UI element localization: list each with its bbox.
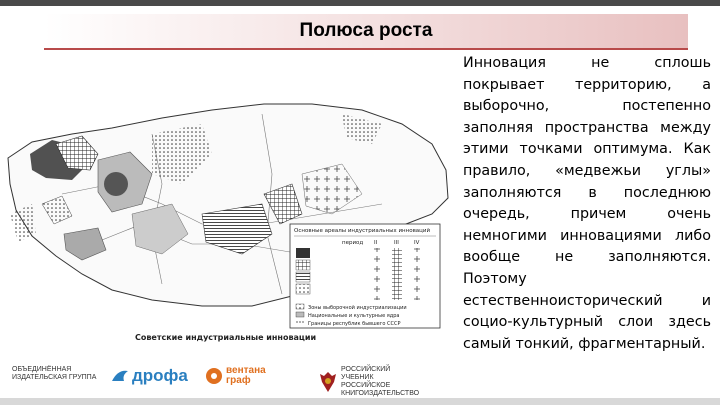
legend-line: Границы республик бывшего СССР — [308, 321, 401, 327]
title-banner — [44, 14, 688, 50]
bottom-bar — [0, 398, 720, 405]
logo-line: КНИГОИЗДАТЕЛЬСТВО — [341, 390, 420, 397]
logo-line: РОССИЙСКИЙ — [341, 366, 391, 373]
legend-line: Зоны выборочной индустриализации — [308, 305, 407, 311]
ventana-graf-logo[interactable] — [205, 366, 266, 386]
legend-title: Основные ареалы индустриальных инноваций — [294, 228, 431, 234]
legend-column-header: III — [394, 240, 399, 246]
legend-column-header: II — [374, 240, 378, 246]
slide-title: Полюса роста — [299, 20, 433, 41]
logo-line: ИЗДАТЕЛЬСКАЯ ГРУППА — [12, 374, 97, 381]
logo-line: ОБЪЕДИНЁННАЯ — [12, 366, 72, 373]
map-image — [2, 74, 456, 346]
legend-column-header: IV — [414, 240, 420, 246]
eagle-emblem-icon — [318, 370, 338, 394]
logo-line: граф — [226, 375, 251, 386]
top-bar — [0, 0, 720, 6]
logo-line: РОССИЙСКОЕ — [341, 382, 391, 389]
logo-line: УЧЕБНИК — [341, 374, 374, 381]
logo-line: вентана — [226, 365, 266, 376]
publisher-group-logo[interactable] — [12, 366, 96, 382]
drofa-label: дрофа — [132, 366, 188, 385]
legend-line: Национальные и культурные ядра — [308, 313, 400, 319]
russian-textbook-logo[interactable] — [318, 366, 419, 398]
map-caption: Советские индустриальные инновации — [135, 333, 317, 342]
ventana-star-icon — [205, 367, 223, 385]
drofa-logo[interactable] — [110, 366, 188, 386]
drofa-bird-icon — [110, 367, 130, 385]
legend-column-header: период — [342, 240, 364, 246]
body-text: Инновация не сплошь покрывает территорию, а выборочно, постепенно заполняя пространства между этими точками оптимума. Как правило, «медвежьи углы» заполняются в последнюю очередь, причем очень немногими инновациями либо вообще не заполняются. Поэтому естественноисторический и социо-культурный слои здесь самый тонкий, фрагментарный. — [463, 55, 711, 352]
